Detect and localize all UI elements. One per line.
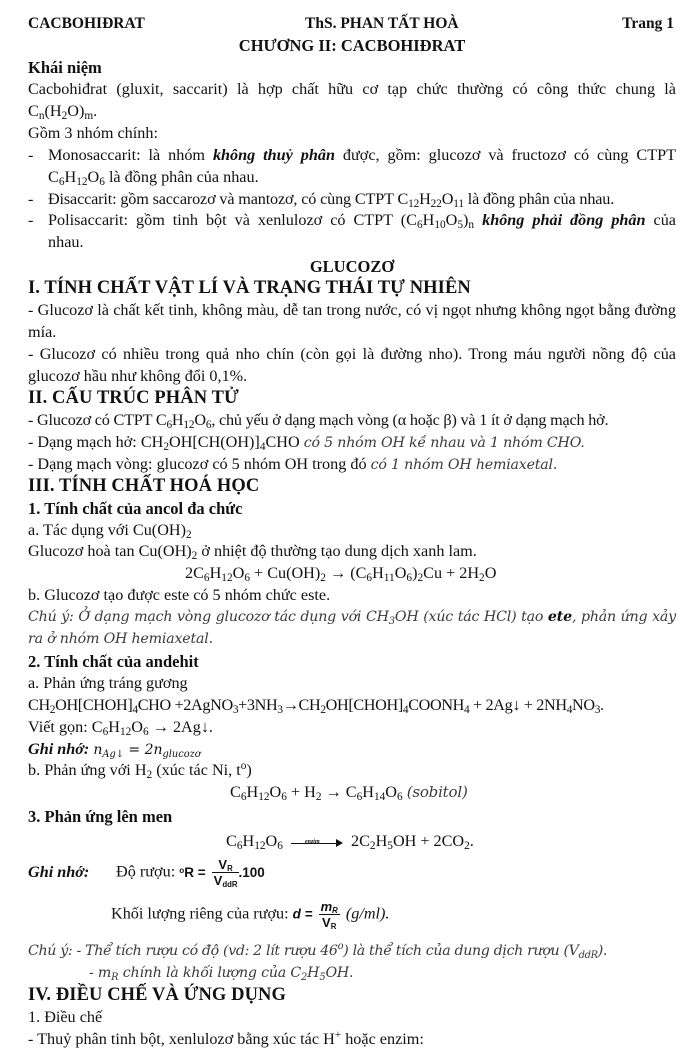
ring-form-note: có 1 nhóm OH hemiaxetal. (370, 456, 558, 473)
header-author: ThS. PHAN TẤT HOÀ (305, 15, 459, 32)
section-1-paragraph-2: - Glucozơ có nhiều trong quả nho chín (còn gọi là đường nho). Trong máu người nồng độ của glucozơ hầu như không đổi 0,1%. (28, 345, 676, 385)
list-item-disaccarit: - Đisaccarit: gồm saccarozơ và mantozơ, có cùng CTPT $C_{12}H_{22}O_{11}$ là đồng phân của nhau. (28, 189, 676, 211)
sorbitol-label: (sobitol) (406, 783, 468, 802)
section-2-open-chain: - Dạng mạch hở: $CH_2OH[CH(OH)]_4CHO$ có 5 nhóm OH kề nhau và 1 nhóm CHO. (28, 432, 585, 453)
alcohol-degree-fraction: $\frac{V_R}{V_{ddR}}$ (213, 857, 238, 890)
section-4-paragraph-1: - Thuỷ phân tinh bột, xenlulozơ bằng xúc tác H+ hoặc enzim: (28, 1028, 424, 1048)
remember-silver-ratio: Ghi nhớ: $n_{Ag↓} = 2n_{glucozơ}$ (28, 739, 201, 760)
ether-note: Chú ý: Ở dạng mạch vòng glucozơ tác dụng với $CH_3OH$ (xúc tác HCl) tạo ete, phản ứng xảy ra ở nhóm OH hemiaxetal. (28, 609, 676, 647)
section-4-heading: IV. ĐIỀU CHẾ VÀ ỨNG DỤNG (28, 984, 287, 1005)
list-item-polisaccarit: - Polisaccarit: gồm tinh bột và xenlulozơ có CTPT $(C_6H_{10}O_5)_n$ không phải đồng phân của nhau. (28, 210, 676, 254)
subsection-4-1-heading: 1. Điều chế (28, 1007, 103, 1026)
alcohol-volume-note: Chú ý: - Thể tích rượu có độ (vd: 2 lít rượu 46$^o$) là thể tích của dung dịch rượu $(V_{ddR})$. (28, 941, 608, 962)
header-page-number: Trang 1 (622, 15, 674, 32)
glucozo-title: GLUCOZƠ (309, 257, 395, 277)
list-item-monosaccarit: - Monosaccarit: là nhóm không thuỷ phân được, gồm: glucozơ và fructozơ có cùng CTPT $C_6H_{12}O_6$ là đồng phân của nhau. (28, 145, 676, 189)
enzyme-arrow-icon: enzim (291, 836, 343, 850)
section-2-ring-form: - Dạng mạch vòng: glucozơ có 5 nhóm OH trong đó có 1 nhóm OH hemiaxetal. (28, 454, 558, 473)
concept-definition: Cacbohiđrat (gluxit, saccarit) là hợp chất hữu cơ tạp chức thường có công thức chung là (28, 80, 676, 98)
chapter-title: CHƯƠNG II: CACBOHIĐRAT (238, 36, 466, 55)
section-2-heading: II. CẤU TRÚC PHÂN TỬ (28, 387, 239, 408)
subsection-3-1-b-text: b. Glucozơ tạo được este có 5 nhóm chức este. (28, 586, 331, 605)
equation-silver-mirror: $CH_2OH[CHOH]_4CHO$ $+2AgNO_3+3NH_3\to CH_2OH[CHOH]_4COONH_4$ + 2Ag↓ + $2NH_4NO_3$. (28, 695, 604, 716)
subsection-3-2-a-label: a. Phản ứng tráng gương (28, 673, 188, 692)
section-1-paragraph-1: - Glucozơ là chất kết tinh, không màu, dễ tan trong nước, có vị ngọt nhưng không ngọt bằng đường mía. (28, 301, 676, 342)
document-page (28, 0, 676, 1051)
section-2-paragraph-1: - Glucozơ có CTPT $C_6H_{12}O_6$, chủ yếu ở dạng mạch vòng (α hoặc β) và 1 ít ở dạng mạch hở. (28, 410, 609, 431)
density-fraction: $\frac{m_R}{V_R}$ (320, 899, 338, 932)
alcohol-mass-note: - $m_R$ chính là khối lượng của $C_2H_5OH$. (89, 965, 354, 984)
subsection-3-2-heading: 2. Tính chất của andehit (28, 651, 199, 671)
equation-fermentation: $C_6H_{12}O_6$ enzim $2C_2H_5OH + 2CO_2$. (226, 832, 474, 853)
section-1-heading: I. TÍNH CHẤT VẬT LÍ VÀ TRẠNG THÁI TỰ NHIÊN (28, 278, 471, 299)
section-3-heading: III. TÍNH CHẤT HOÁ HỌC (28, 475, 260, 496)
alcohol-degree-formula: Ghi nhớ: Độ rượu: $^o$R = $\frac{V_R}{V_{ddR}}$ .100 (28, 857, 265, 890)
subsection-3-3-heading: 3. Phản ứng lên men (28, 807, 173, 827)
subsection-3-1-a-text: Glucozơ hoà $\tan Cu(OH)_2$ ở nhiệt độ thường tạo dung dịch xanh lam. (28, 542, 477, 563)
general-formula: $C_n(H_2O)_m$. (28, 101, 98, 122)
emphasis-no-hydrolysis: không thuỷ phân (212, 145, 335, 164)
short-form-equation: Viết gọn: $C_6H_{12}O_6$ → 2Ag↓. (28, 717, 213, 738)
equation-hydrogenation: $C_6H_{12}O_6 + H_2 \to C_6H_{14}O_6$ (sobitol) (230, 783, 468, 804)
groups-intro: Gồm 3 nhóm chính: (28, 123, 158, 142)
emphasis-not-isomers: không phải đồng phân (482, 211, 646, 230)
subsection-3-1-a-label: a. Tác dụng với $Cu(OH)_2$ (28, 520, 192, 541)
subsection-3-1-heading: 1. Tính chất của ancol đa chức (28, 498, 243, 518)
equation-cu-oh2: $2C_6H_{12}O_6 + Cu(OH)_2 \to (C_6H_{11}O_6)_2Cu + 2H_2O$ (185, 564, 497, 585)
carbohydrate-groups-list (28, 145, 676, 255)
concept-heading: Khái niệm (28, 58, 102, 77)
alcohol-density-formula: Khối lượng riêng của rượu: d = $\frac{m_R}{V_R}$ (g/ml). (111, 899, 390, 932)
page-header (28, 13, 676, 35)
open-chain-note: có 5 nhóm OH kề nhau và 1 nhóm CHO. (303, 434, 585, 451)
subsection-3-2-b-label: b. Phản ứng với $H_2$ (xúc tác Ni, $t^o$) (28, 760, 252, 782)
header-subject: CACBOHIĐRAT (28, 15, 145, 32)
